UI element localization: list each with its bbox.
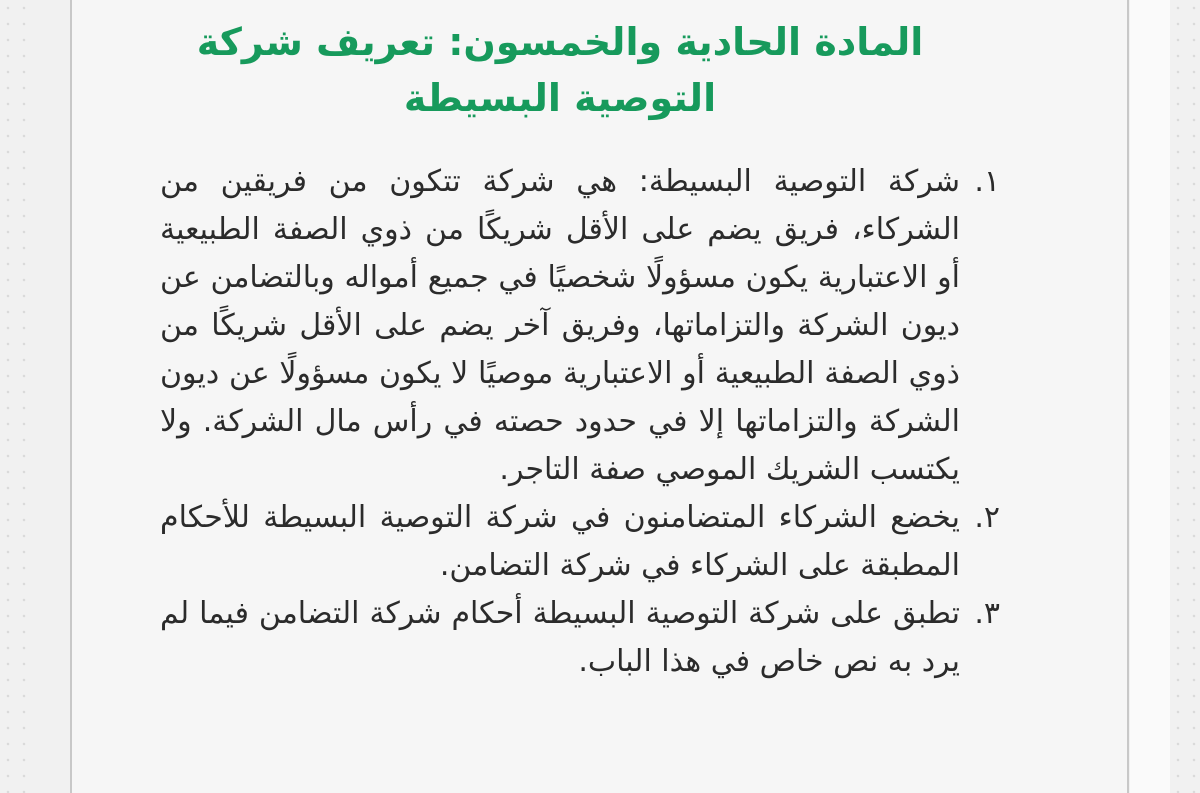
- article-item-3: [160, 590, 1000, 686]
- article-item-2: [160, 494, 1000, 590]
- item-number: ٢.: [974, 500, 1000, 535]
- right-margin-strip: [1130, 0, 1170, 793]
- article-title: المادة الحادية والخمسون: تعريف شركة التوصية البسيطة: [196, 20, 924, 120]
- article-item-1: [160, 158, 1000, 494]
- left-dotted-margin: [0, 0, 30, 793]
- item-text: تطبق على شركة التوصية البسيطة أحكام شركة التضامن فيما لم يرد به نص خاص في هذا الباب.: [160, 596, 960, 679]
- article-items-list: [160, 158, 1000, 686]
- item-number: ١.: [974, 164, 1000, 199]
- item-text: شركة التوصية البسيطة: هي شركة تتكون من فريقين من الشركاء، فريق يضم على الأقل شريكًا من ذوي الصفة الطبيعية أو الاعتبارية يكون مسؤولًا شخصيًا في جميع أمواله وبالتضامن عن ديون الشركة والتزاماتها، وفريق آخر يضم على الأقل شريكًا من ذوي الصفة الطبيعية أو الاعتبارية موصيًا لا يكون مسؤولًا عن ديون الشركة والتزاماتها إلا في حدود حصته في رأس مال الشركة. ولا يكتسب الشريك الموصي صفة التاجر.: [160, 164, 960, 487]
- item-number: ٣.: [974, 596, 1000, 631]
- item-text: يخضع الشركاء المتضامنون في شركة التوصية البسيطة للأحكام المطبقة على الشركاء في شركة التضامن.: [160, 500, 960, 583]
- right-dotted-margin: [1170, 0, 1200, 793]
